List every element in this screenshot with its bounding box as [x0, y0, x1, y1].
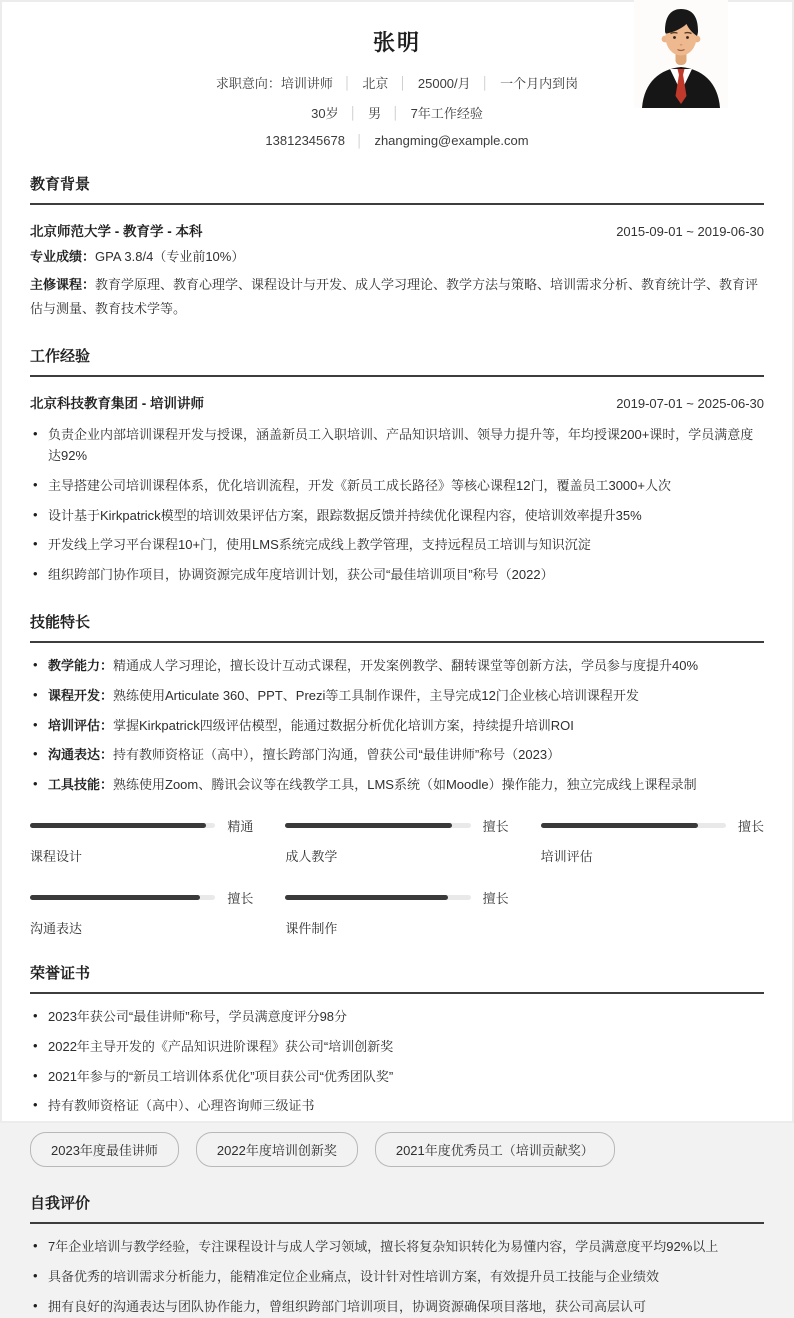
- info-segment: 13812345678: [265, 133, 345, 148]
- info-segment: │ 男: [339, 103, 382, 122]
- profile-photo: [634, 0, 728, 108]
- skill-bar-track: [285, 895, 470, 900]
- section-title-honors: 荣誉证书: [30, 962, 764, 994]
- skill-bar-track: [541, 823, 726, 828]
- skill-bar-row: [30, 888, 253, 907]
- skill-bar-track: [285, 823, 470, 828]
- skill-bar-fill: [541, 823, 699, 828]
- skill-bar-fill: [285, 823, 452, 828]
- resume-header: [30, 2, 764, 148]
- skill-bar-item: [30, 816, 253, 865]
- skill-text: 熟练使用Articulate 360、PPT、Prezi等工具制作课件，主导完成12门企业核心培训课程开发: [113, 687, 639, 703]
- info-segment: 求职意向：培训讲师: [215, 76, 333, 91]
- detail-label: 主修课程：: [30, 277, 96, 293]
- education-detail-line: [30, 245, 764, 268]
- eye-left: [673, 36, 676, 39]
- work-bullet-list: [30, 425, 764, 586]
- work-bullet: • 设计基于Kirkpatrick模型的培训效果评估方案，跟踪数据反馈并持续优化课程内容，使培训效率提升35%: [30, 506, 764, 527]
- skill-level-label: 擅长: [482, 890, 509, 906]
- skill-bullet: [30, 656, 764, 677]
- detail-text: GPA 3.8/4（专业前10%）: [95, 249, 245, 264]
- education-details: [30, 245, 764, 320]
- skill-bar-item: [541, 816, 764, 865]
- skill-bar-row: [285, 888, 508, 907]
- self-evaluation-bullet: • 7年企业培训与教学经验，专注课程设计与成人学习领域，擅长将复杂知识转化为易懂内容，学员满意度平均92%以上: [30, 1237, 764, 1258]
- skill-text: 熟练使用Zoom、腾讯会议等在线教学工具，LMS系统（如Moodle）操作能力，独立完成线上课程录制: [113, 777, 697, 793]
- skill-bullet-list: [30, 656, 764, 796]
- detail-text: 教育学原理、教育心理学、课程设计与开发、成人学习理论、教学方法与策略、培训需求分析、教育统计学、教育评估与测量、教育技术学等。: [30, 277, 759, 316]
- skill-bar-row: [541, 816, 764, 835]
- skill-bar-item: [285, 816, 508, 865]
- skill-name: 成人教学: [285, 848, 338, 864]
- self-evaluation-bullet: • 拥有良好的沟通表达与团队协作能力，曾组织跨部门培训项目，协调资源确保项目落地，获公司高层认可: [30, 1297, 764, 1318]
- skill-level-label: 擅长: [482, 818, 509, 834]
- award-badge: 2022年度培训创新奖: [196, 1132, 358, 1167]
- work-entry-head: [30, 392, 764, 412]
- skill-name: 培训评估: [540, 848, 593, 864]
- candidate-name: 张明: [372, 30, 421, 55]
- honor-bullet-list: [30, 1007, 764, 1117]
- honor-bullet: • 2021年参与的“新员工培训体系优化”项目获公司“优秀团队奖”: [30, 1067, 764, 1088]
- company-and-role: 北京科技教育集团 - 培训讲师: [30, 396, 204, 412]
- skill-label: 课程开发：: [48, 687, 114, 703]
- skill-bullet: [30, 716, 764, 737]
- work-bullet: • 主导搭建公司培训课程体系，优化培训流程，开发《新员工成长路径》等核心课程12门，覆盖员工3000+人次: [30, 476, 764, 497]
- skill-name: 沟通表达: [30, 920, 83, 936]
- nose: [680, 45, 682, 46]
- info-segment: │ zhangming@example.com: [345, 133, 529, 148]
- skill-bar-row: [285, 816, 508, 835]
- honor-bullet: • 持有教师资格证（高中）、心理咨询师三级证书: [30, 1096, 764, 1117]
- info-segment: │ 25000/月: [388, 73, 470, 92]
- skill-label: 工具技能：: [48, 777, 114, 793]
- work-bullet: • 负责企业内部培训课程开发与授课，涵盖新员工入职培训、产品知识培训、领导力提升等，年均授课200+课时，学员满意度达92%: [30, 425, 764, 467]
- work-bullet: • 开发线上学习平台课程10+门，使用LMS系统完成线上教学管理，支持远程员工培训与知识沉淀: [30, 535, 764, 556]
- section-honors: [30, 962, 764, 1167]
- education-detail-line: [30, 273, 764, 320]
- section-title-work: 工作经验: [30, 345, 764, 377]
- education-entry-head: [30, 220, 764, 240]
- skill-level-label: 精通: [227, 818, 254, 834]
- skill-bar-track: [30, 823, 215, 828]
- skill-bar-item: [285, 888, 508, 937]
- award-badge: 2021年度优秀员工（培训贡献奖）: [375, 1132, 615, 1167]
- eye-right: [686, 36, 689, 39]
- skill-bar-row: [30, 816, 253, 835]
- skill-bar-item: [30, 888, 253, 937]
- skill-text: 持有教师资格证（高中），擅长跨部门沟通，曾获公司“最佳讲师”称号（2023）: [113, 747, 561, 763]
- skill-bar-fill: [285, 895, 448, 900]
- contact-info-line: [30, 133, 764, 148]
- award-badges: [30, 1132, 764, 1167]
- skill-bar-fill: [30, 823, 206, 828]
- section-work: [30, 345, 764, 586]
- skill-bar-fill: [30, 895, 200, 900]
- skill-level-label: 擅长: [737, 818, 764, 834]
- section-title-education: 教育背景: [30, 173, 764, 205]
- info-segment: │ 北京: [333, 73, 389, 92]
- info-segment: │ 7年工作经验: [381, 103, 483, 122]
- work-date-range: 2019-07-01 ~ 2025-06-30: [616, 396, 764, 412]
- self-evaluation-bullet: • 具备优秀的培训需求分析能力，能精准定位企业痛点，设计针对性培训方案，有效提升员工技能与企业绩效: [30, 1267, 764, 1288]
- award-badge: 2023年度最佳讲师: [30, 1132, 179, 1167]
- skill-bullet: [30, 745, 764, 766]
- section-skills: [30, 611, 764, 937]
- skill-label: 教学能力：: [48, 657, 114, 673]
- detail-label: 专业成绩：: [30, 249, 96, 264]
- skill-bars: [30, 816, 764, 937]
- skill-bullet: [30, 686, 764, 707]
- section-title-self-evaluation: 自我评价: [30, 1192, 764, 1224]
- skill-bullet: [30, 775, 764, 796]
- education-date-range: 2015-09-01 ~ 2019-06-30: [616, 224, 764, 239]
- skill-label: 沟通表达：: [48, 747, 114, 763]
- section-title-skills: 技能特长: [30, 611, 764, 643]
- skill-level-label: 擅长: [227, 890, 254, 906]
- info-segment: │ 一个月内到岗: [471, 73, 579, 92]
- info-segment: 30岁: [311, 106, 339, 121]
- skill-label: 培训评估：: [48, 717, 114, 733]
- section-education: [30, 173, 764, 320]
- honor-bullet: • 2022年主导开发的《产品知识进阶课程》获公司“培训创新奖: [30, 1037, 764, 1058]
- work-bullet: • 组织跨部门协作项目，协调资源完成年度培训计划，获公司“最佳培训项目”称号（2022）: [30, 565, 764, 586]
- self-evaluation-bullet-list: [30, 1237, 764, 1317]
- section-self-evaluation: [30, 1192, 764, 1317]
- school-name: 北京师范大学 - 教育学 - 本科: [30, 224, 203, 239]
- skill-bar-track: [30, 895, 215, 900]
- skill-name: 课件制作: [285, 920, 338, 936]
- honor-bullet: • 2023年获公司“最佳讲师”称号，学员满意度评分98分: [30, 1007, 764, 1028]
- skill-name: 课程设计: [30, 848, 83, 864]
- skill-text: 精通成人学习理论，擅长设计互动式课程，开发案例教学、翻转课堂等创新方法，学员参与度提升40%: [113, 657, 699, 673]
- skill-text: 掌握Kirkpatrick四级评估模型，能通过数据分析优化培训方案，持续提升培训ROI: [113, 717, 574, 733]
